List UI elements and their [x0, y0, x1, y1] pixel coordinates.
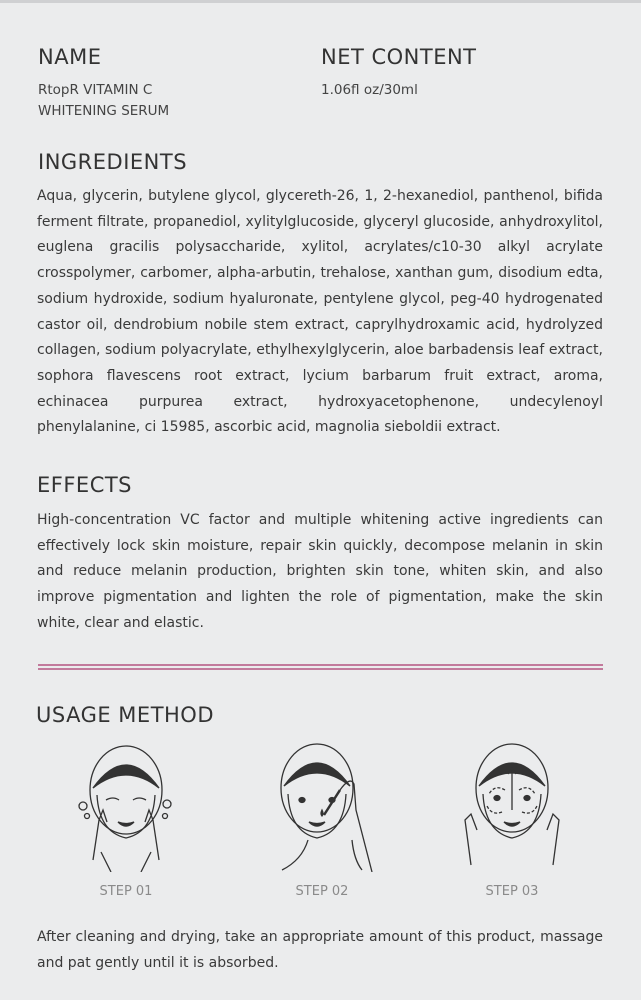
effects-text: High-concentration VC factor and multiple whitening active ingredients can effectively lock skin moisture, repair skin quickly, decompose melanin in skin and reduce melanin production, brighten skin tone, whiten skin, and also improve pigmentation and lighten the role of pigmentation, make the skin white, clear and elastic. — [37, 512, 603, 631]
face-massage-icon — [457, 740, 567, 872]
net-content-value: 1.06fl oz/30ml — [321, 82, 418, 98]
top-image-edge — [0, 0, 641, 3]
divider-line-top — [38, 664, 603, 666]
product-name — [38, 80, 169, 122]
step-label: STEP 02 — [295, 884, 349, 899]
product-name-line2: WHITENING SERUM — [38, 103, 170, 119]
effects-heading: EFFECTS — [37, 473, 133, 497]
step-label: STEP 01 — [99, 884, 153, 899]
usage-heading: USAGE METHOD — [36, 703, 215, 727]
usage-text: After cleaning and drying, take an appropriate amount of this product, massage and pat gently until it is absorbed. — [37, 929, 603, 971]
usage-step-2 — [262, 740, 382, 899]
usage-step-3 — [452, 740, 572, 899]
ingredients-text: Aqua, glycerin, butylene glycol, glycereth-26, 1, 2-hexanediol, panthenol, bifida ferment filtrate, propanediol, xylitylglucoside, glyceryl glucoside, anhydroxylitol, euglena gracilis polysaccharide, xylitol, acrylates/c10-30 alkyl acrylate crosspolymer, carbomer, alpha-arbutin, trehalose, xanthan gum, disodium edta, sodium hydroxide, sodium hyaluronate, pentylene glycol, peg-40 hydrogenated castor oil, dendrobium nobile stem extract, caprylhydroxamic acid, hydrolyzed collagen, sodium polyacrylate, ethylhexylglycerin, aloe barbadensis leaf extract, sophora flavescens root extract, lycium barbarum fruit extract, aroma, echinacea purpurea extract, hydroxyacetophenone, undecylenoyl phenylalanine, ci 15985, ascorbic acid, magnolia sieboldii extract. — [37, 188, 603, 436]
divider-line-bottom — [38, 668, 603, 670]
usage-step-1 — [66, 740, 186, 899]
face-washing-icon — [71, 740, 181, 872]
name-heading: NAME — [38, 45, 102, 69]
step-label: STEP 03 — [485, 884, 539, 899]
ingredients-heading: INGREDIENTS — [38, 150, 188, 174]
net-content-heading: NET CONTENT — [321, 45, 477, 69]
product-name-line1: RtopR VITAMIN C — [38, 82, 153, 98]
serum-applying-icon — [262, 740, 382, 872]
